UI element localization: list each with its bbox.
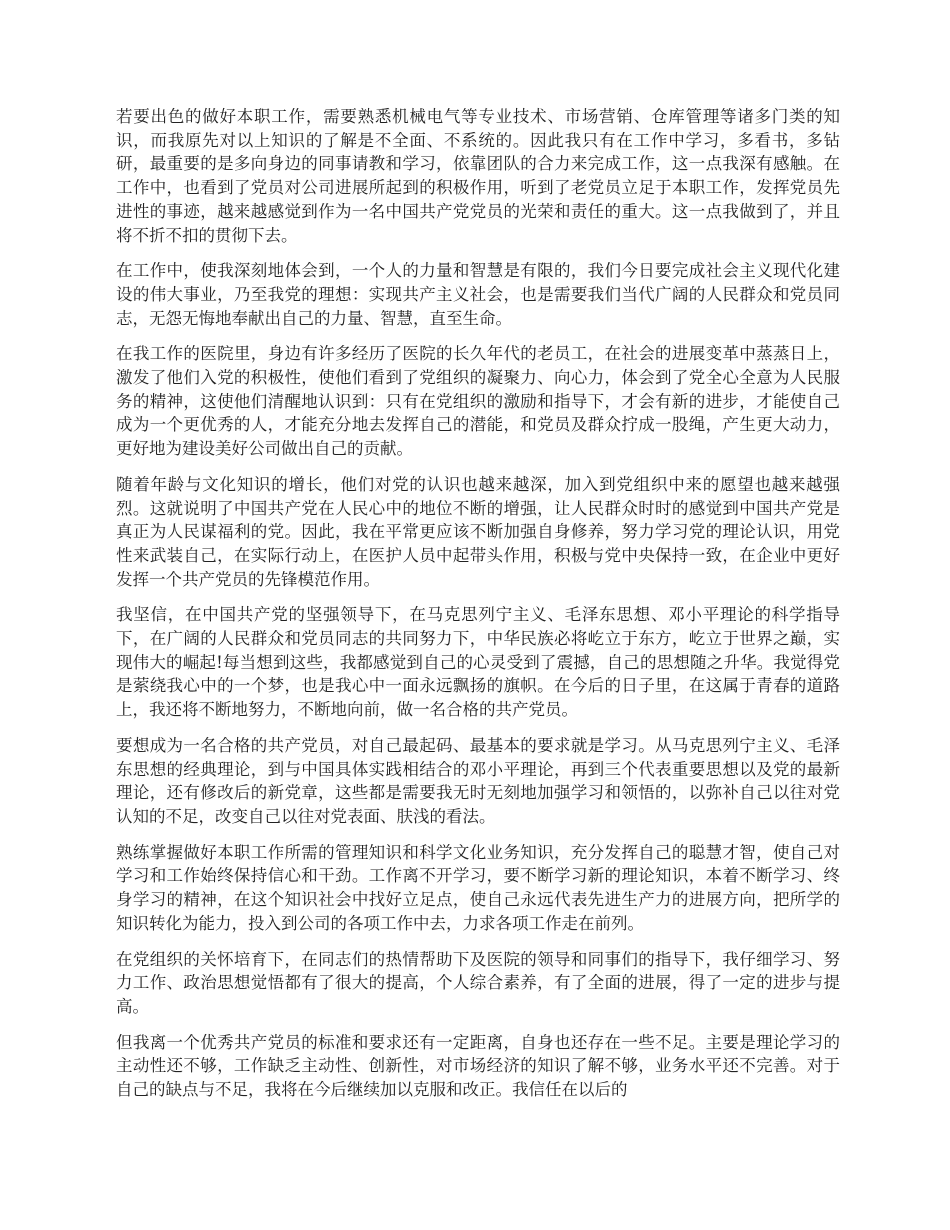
paragraph-2: 在工作中，使我深刻地体会到，一个人的力量和智慧是有限的，我们今日要完成社会主义现代化建设的伟大事业，乃至我党的理想：实现共产主义社会，也是需要我们当代广阔的人民群众和党员同志，无怨无悔地奉献出自己的力量、智慧，直至生命。 xyxy=(116,261,840,328)
paragraph-6: 要想成为一名合格的共产党员，对自己最起码、最基本的要求就是学习。从马克思列宁主义、毛泽东思想的经典理论，到与中国具体实践相结合的邓小平理论，再到三个代表重要思想以及党的最新理论，还有修改后的新党章，这些都是需要我无时无刻地加强学习和领悟的，以弥补自己以往对党认知的不足，改变自己以往对党表面、肤浅的看法。 xyxy=(116,735,840,826)
paragraph-7: 熟练掌握做好本职工作所需的管理知识和科学文化业务知识，充分发挥自己的聪慧才智，使自己对学习和工作始终保持信心和干劲。工作离不开学习，要不断学习新的理论知识，本着不断学习、终身学习的精神，在这个知识社会中找好立足点，使自己永远代表先进生产力的进展方向，把所学的知识转化为能力，投入到公司的各项工作中去，力求各项工作走在前列。 xyxy=(116,842,840,933)
paragraph-1: 若要出色的做好本职工作，需要熟悉机械电气等专业技术、市场营销、仓库管理等诸多门类的知识，而我原先对以上知识的了解是不全面、不系统的。因此我只有在工作中学习，多看书，多钻研，最重要的是多向身边的同事请教和学习，依靠团队的合力来完成工作，这一点我深有感触。在工作中，也看到了党员对公司进展所起到的积极作用，听到了老党员立足于本职工作，发挥党员先进性的事迹，越来越感觉到作为一名中国共产党党员的光荣和责任的重大。这一点我做到了，并且将不折不扣的贯彻下去。 xyxy=(116,107,840,245)
document-body xyxy=(116,105,840,1114)
paragraph-8: 在党组织的关怀培育下，在同志们的热情帮助下及医院的领导和同事们的指导下，我仔细学习、努力工作、政治思想觉悟都有了很大的提高，个人综合素养，有了全面的进展，得了一定的进步与提高。 xyxy=(116,949,840,1016)
paragraph-9: 但我离一个优秀共产党员的标准和要求还有一定距离，自身也还存在一些不足。主要是理论学习的主动性还不够，工作缺乏主动性、创新性，对市场经济的知识了解不够，业务水平还不完善。对于自己的缺点与不足，我将在今后继续加以克服和改正。我信任在以后的 xyxy=(116,1032,840,1100)
paragraph-3: 在我工作的医院里，身边有许多经历了医院的长久年代的老员工，在社会的进展变革中蒸蒸日上，激发了他们入党的积极性，使他们看到了党组织的凝聚力、向心力，体会到了党全心全意为人民服务的精神，这使他们清醒地认识到：只有在党组织的激励和指导下，才会有新的进步，才能使自己成为一个更优秀的人，才能充分地去发挥自己的潜能，和党员及群众拧成一股绳，产生更大动力，更好地为建设美好公司做出自己的贡献。 xyxy=(116,344,840,459)
paragraph-4: 随着年龄与文化知识的增长，他们对党的认识也越来越深，加入到党组织中来的愿望也越来越强烈。这就说明了中国共产党在人民心中的地位不断的增强，让人民群众时时的感觉到中国共产党是真正为人民谋福利的党。因此，我在平常更应该不断加强自身修养，努力学习党的理论认识，用党性来武装自己，在实际行动上，在医护人员中起带头作用，积极与党中央保持一致，在企业中更好发挥一个共产党员的先锋模范作用。 xyxy=(116,474,840,589)
paragraph-5: 我坚信，在中国共产党的坚强领导下，在马克思列宁主义、毛泽东思想、邓小平理论的科学指导下，在广阔的人民群众和党员同志的共同努力下，中华民族必将屹立于东方，屹立于世界之巅，实现伟大的崛起!每当想到这些，我都感觉到自己的心灵受到了震撼，自己的思想随之升华。我觉得党是萦绕我心中的一个梦，也是我心中一面永远飘扬的旗帜。在今后的日子里，在这属于青春的道路上，我还将不断地努力，不断地向前，做一名合格的共产党员。 xyxy=(116,605,840,720)
